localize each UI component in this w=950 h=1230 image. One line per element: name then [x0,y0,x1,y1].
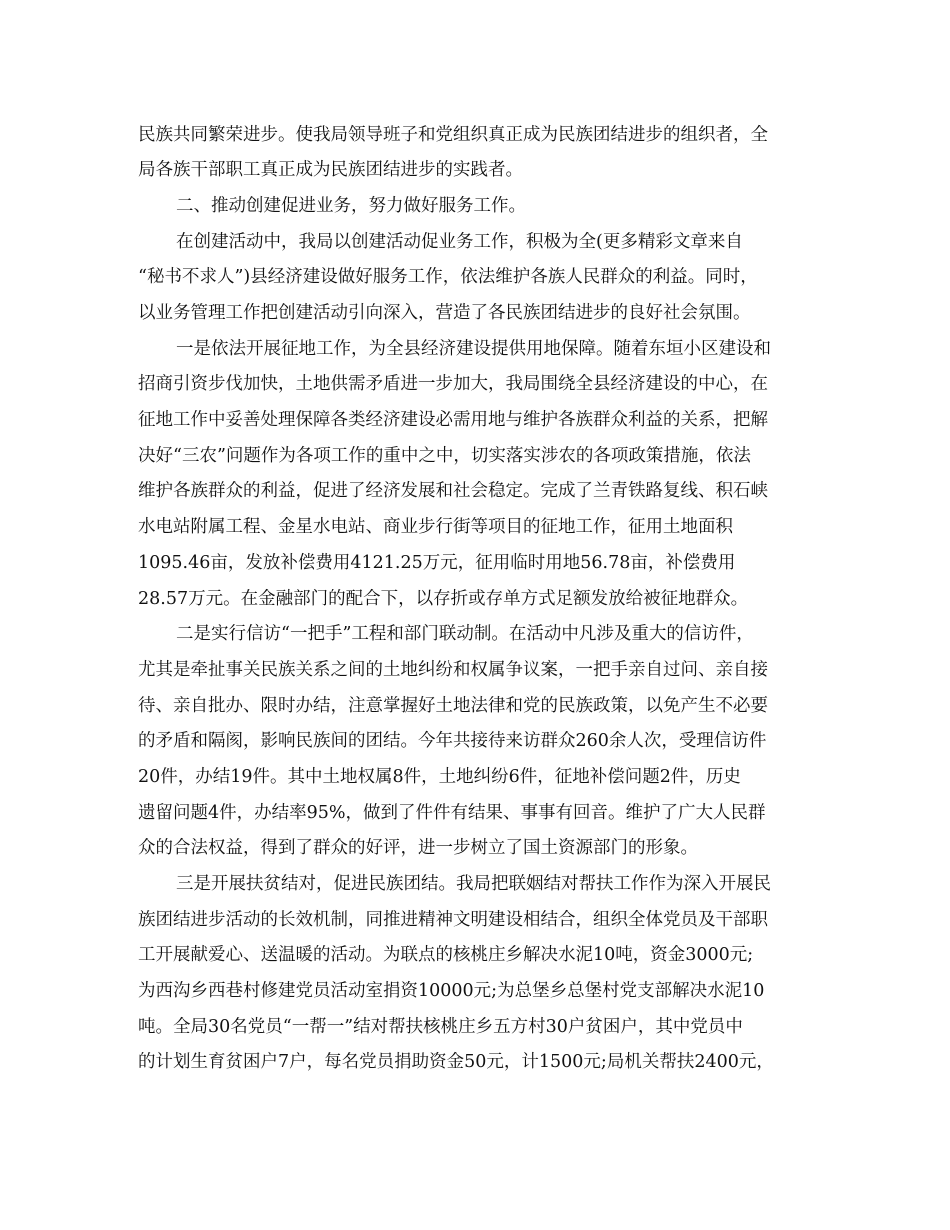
body-text-line: 水电站附属工程、金星水电站、商业步行街等项目的征地工作，征用土地面积 [138,517,733,537]
body-text-line: 维护各族群众的利益，促进了经济发展和社会稳定。完成了兰青铁路复线、积石峡 [138,481,768,501]
body-text-line: “秘书不求人”)县经济建设做好服务工作，依法维护各族人民群众的利益。同时， [138,267,758,287]
body-text-line: 20件，办结19件。其中土地权属8件，土地纠纷6件，征地补偿问题2件，历史 [138,767,741,787]
body-text-line: 的计划生育贫困户7户，每名党员捐助资金50元，计1500元;局机关帮扶2400元， [138,1052,774,1072]
body-text-line: 一是依法开展征地工作，为全县经济建设提供用地保障。随着东垣小区建设和 [176,339,771,359]
body-text-line: 局各族干部职工真正成为民族团结进步的实践者。 [138,160,523,180]
body-text-line: 民族共同繁荣进步。使我局领导班子和党组织真正成为民族团结进步的组织者，全 [138,125,768,145]
body-text-line: 征地工作中妥善处理保障各类经济建设必需用地与维护各族群众利益的关系，把解 [138,410,768,430]
body-text-line: 招商引资步伐加快，土地供需矛盾进一步加大，我局围绕全县经济建设的中心，在 [138,374,768,394]
body-text-line: 众的合法权益，得到了群众的好评，进一步树立了国土资源部门的形象。 [138,838,698,858]
body-text-line: 三是开展扶贫结对，促进民族团结。我局把联姻结对帮扶工作作为深入开展民 [176,874,771,894]
body-text-line: 决好“三农”问题作为各项工作的重中之中，切实落实涉农的各项政策措施，依法 [138,446,751,466]
section-heading: 二、推动创建促进业务，努力做好服务工作。 [176,196,526,216]
body-text-line: 为西沟乡西巷村修建党员活动室捐资10000元;为总堡乡总堡村党支部解决水泥10 [138,981,765,1001]
body-text-line: 在创建活动中，我局以创建活动促业务工作，积极为全(更多精彩文章来自 [176,232,743,252]
body-text-line: 尤其是牵扯事关民族关系之间的土地纠纷和权属争议案，一把手亲自过问、亲自接 [138,660,768,680]
body-text-line: 以业务管理工作把创建活动引向深入，营造了各民族团结进步的良好社会氛围。 [138,303,751,323]
body-text-line: 28.57万元。在金融部门的配合下，以存折或存单方式足额发放给被征地群众。 [138,589,749,609]
body-text-line: 的矛盾和隔阂，影响民族间的团结。今年共接待来访群众260余人次，受理信访件 [138,731,767,751]
body-text-line: 工开展献爱心、送温暖的活动。为联点的核桃庄乡解决水泥10吨，资金3000元; [138,945,754,965]
body-text-line: 二是实行信访“一把手”工程和部门联动制。在活动中凡涉及重大的信访件， [176,624,754,644]
body-text-line: 族团结进步活动的长效机制，同推进精神文明建设相结合，组织全体党员及干部职 [138,910,768,930]
body-text-line: 待、亲自批办、限时办结，注意掌握好土地法律和党的民族政策，以免产生不必要 [138,696,768,716]
body-text-line: 遗留问题4件，办结率95%，做到了件件有结果、事事有回音。维护了广大人民群 [138,803,766,823]
body-text-line: 1095.46亩，发放补偿费用4121.25万元，征用临时用地56.78亩，补偿费用 [138,553,736,573]
body-text-line: 吨。全局30名党员“一帮一”结对帮扶核桃庄乡五方村30户贫困户，其中党员中 [138,1017,743,1037]
